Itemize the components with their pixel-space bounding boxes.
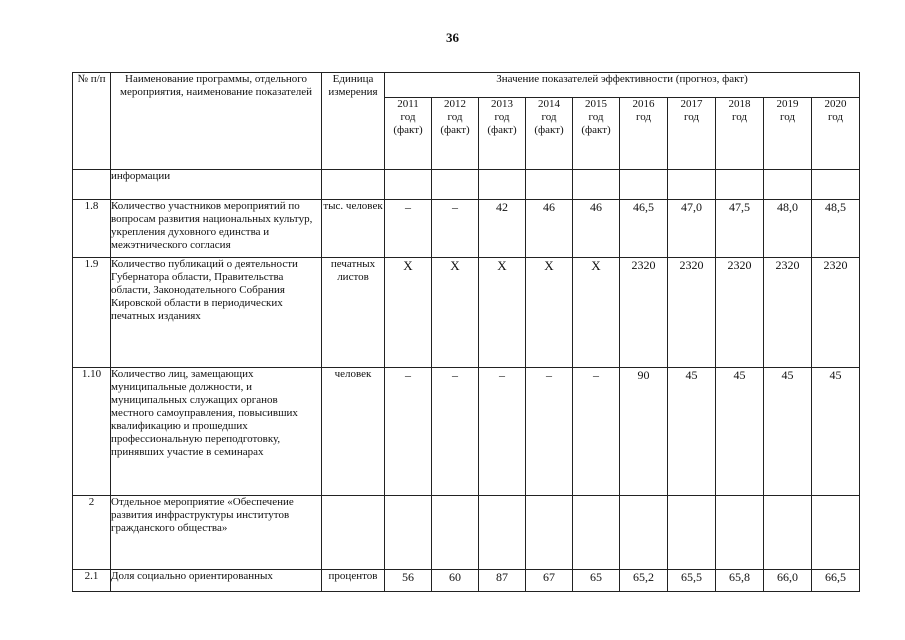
row-value: 2320 — [668, 258, 716, 368]
header-year-unit: год — [447, 110, 463, 123]
row-value: 67 — [526, 570, 573, 592]
header-year-note: (факт) — [581, 123, 611, 136]
row-value — [573, 170, 620, 200]
header-year-year: 2020 — [824, 98, 847, 110]
header-year-year: 2017 — [680, 98, 703, 110]
row-value: 90 — [620, 368, 668, 496]
row-value: 2320 — [716, 258, 764, 368]
row-name: Количество лиц, замещающих муниципальные должности, и муниципальных служащих органов местного самоуправления, повысивших квалификацию и прошедших профессиональную переподготовку, принявших участие в семинарах — [111, 368, 322, 496]
row-value: 66,0 — [764, 570, 812, 592]
row-name: информации — [111, 170, 322, 200]
row-number — [73, 170, 111, 200]
row-value — [620, 496, 668, 570]
header-group: Значение показателей эффективности (прогноз, факт) — [385, 73, 860, 98]
header-year-unit: год — [827, 110, 844, 123]
row-name: Отдельное мероприятие «Обеспечение развития инфраструктуры институтов гражданского общества» — [111, 496, 322, 570]
header-year-2015 — [573, 98, 620, 170]
row-number: 1.9 — [73, 258, 111, 368]
row-value: – — [385, 200, 432, 258]
header-year-2017 — [668, 98, 716, 170]
row-value: X — [526, 258, 573, 368]
row-value: – — [573, 368, 620, 496]
header-unit: Единица измерения — [322, 73, 385, 170]
row-value: 42 — [479, 200, 526, 258]
row-value: 48,5 — [812, 200, 860, 258]
header-year-year: 2018 — [728, 98, 751, 110]
header-year-year: 2011 — [397, 98, 419, 110]
row-value — [479, 496, 526, 570]
row-value: 87 — [479, 570, 526, 592]
header-year-unit: год — [635, 110, 652, 123]
header-year-2019 — [764, 98, 812, 170]
header-year-year: 2015 — [585, 98, 607, 110]
row-value: 2320 — [620, 258, 668, 368]
row-value — [526, 496, 573, 570]
row-value: 65,2 — [620, 570, 668, 592]
row-unit: тыс. человек — [322, 200, 385, 258]
header-year-unit: год — [779, 110, 796, 123]
row-number: 2.1 — [73, 570, 111, 592]
row-value — [432, 170, 479, 200]
row-value: X — [573, 258, 620, 368]
header-year-note: (факт) — [440, 123, 470, 136]
table-row — [73, 368, 860, 496]
row-unit — [322, 170, 385, 200]
header-year-2011 — [385, 98, 432, 170]
row-value: 45 — [764, 368, 812, 496]
page-number: 36 — [446, 30, 459, 45]
row-value: 60 — [432, 570, 479, 592]
row-value — [764, 496, 812, 570]
row-value: X — [479, 258, 526, 368]
row-value: 65 — [573, 570, 620, 592]
row-value — [385, 496, 432, 570]
row-value — [526, 170, 573, 200]
row-value — [812, 496, 860, 570]
table-row — [73, 258, 860, 368]
row-value: 2320 — [812, 258, 860, 368]
row-value: 46 — [573, 200, 620, 258]
row-number: 2 — [73, 496, 111, 570]
row-value — [479, 170, 526, 200]
row-value — [668, 170, 716, 200]
row-value: – — [526, 368, 573, 496]
row-value — [668, 496, 716, 570]
header-year-2012 — [432, 98, 479, 170]
row-name: Количество публикаций о деятельности Губернатора области, Правительства области, Законодательного Собрания Кировской области в периодических печатных изданиях — [111, 258, 322, 368]
header-name: Наименование программы, отдельного мероприятия, наименование показателей — [111, 73, 322, 170]
row-value: – — [479, 368, 526, 496]
header-year-year: 2014 — [538, 98, 560, 110]
header-year-unit: год — [683, 110, 700, 123]
header-year-unit: год — [731, 110, 748, 123]
header-year-2014 — [526, 98, 573, 170]
row-value: – — [432, 368, 479, 496]
row-value: 45 — [716, 368, 764, 496]
header-year-2018 — [716, 98, 764, 170]
table-row — [73, 170, 860, 200]
header-year-note: (факт) — [393, 123, 423, 136]
row-value — [812, 170, 860, 200]
header-year-unit: год — [400, 110, 416, 123]
header-no: № п/п — [73, 73, 111, 170]
row-value: 46,5 — [620, 200, 668, 258]
row-value: X — [432, 258, 479, 368]
header-year-year: 2019 — [776, 98, 799, 110]
row-value — [573, 496, 620, 570]
row-value: 47,5 — [716, 200, 764, 258]
table-row — [73, 570, 860, 592]
row-name: Количество участников мероприятий по вопросам развития национальных культур, укрепления духовного единства и межэтнического согласия — [111, 200, 322, 258]
row-value — [432, 496, 479, 570]
header-year-unit: год — [541, 110, 557, 123]
row-value: – — [432, 200, 479, 258]
row-unit: процентов — [322, 570, 385, 592]
header-year-note: (факт) — [487, 123, 517, 136]
table-row — [73, 496, 860, 570]
row-name: Доля социально ориентированных — [111, 570, 322, 592]
table-row — [73, 200, 860, 258]
row-value: 66,5 — [812, 570, 860, 592]
row-value: 65,8 — [716, 570, 764, 592]
row-value: 48,0 — [764, 200, 812, 258]
header-year-year: 2012 — [444, 98, 466, 110]
row-value: 56 — [385, 570, 432, 592]
row-unit: печатных листов — [322, 258, 385, 368]
row-value: 2320 — [764, 258, 812, 368]
row-value — [764, 170, 812, 200]
row-value: 46 — [526, 200, 573, 258]
header-year-2013 — [479, 98, 526, 170]
header-year-unit: год — [588, 110, 604, 123]
header-year-2016 — [620, 98, 668, 170]
row-value: 45 — [812, 368, 860, 496]
row-unit: человек — [322, 368, 385, 496]
row-value: X — [385, 258, 432, 368]
row-value: 47,0 — [668, 200, 716, 258]
row-value — [620, 170, 668, 200]
header-year-2020 — [812, 98, 860, 170]
row-value: 65,5 — [668, 570, 716, 592]
header-year-year: 2013 — [491, 98, 513, 110]
row-value: – — [385, 368, 432, 496]
header-row — [73, 73, 860, 98]
row-number: 1.10 — [73, 368, 111, 496]
row-value — [716, 170, 764, 200]
header-year-year: 2016 — [632, 98, 655, 110]
indicators-table — [72, 72, 860, 592]
row-value — [385, 170, 432, 200]
row-value — [716, 496, 764, 570]
header-year-unit: год — [494, 110, 510, 123]
row-unit — [322, 496, 385, 570]
row-value: 45 — [668, 368, 716, 496]
header-year-note: (факт) — [534, 123, 564, 136]
row-number: 1.8 — [73, 200, 111, 258]
